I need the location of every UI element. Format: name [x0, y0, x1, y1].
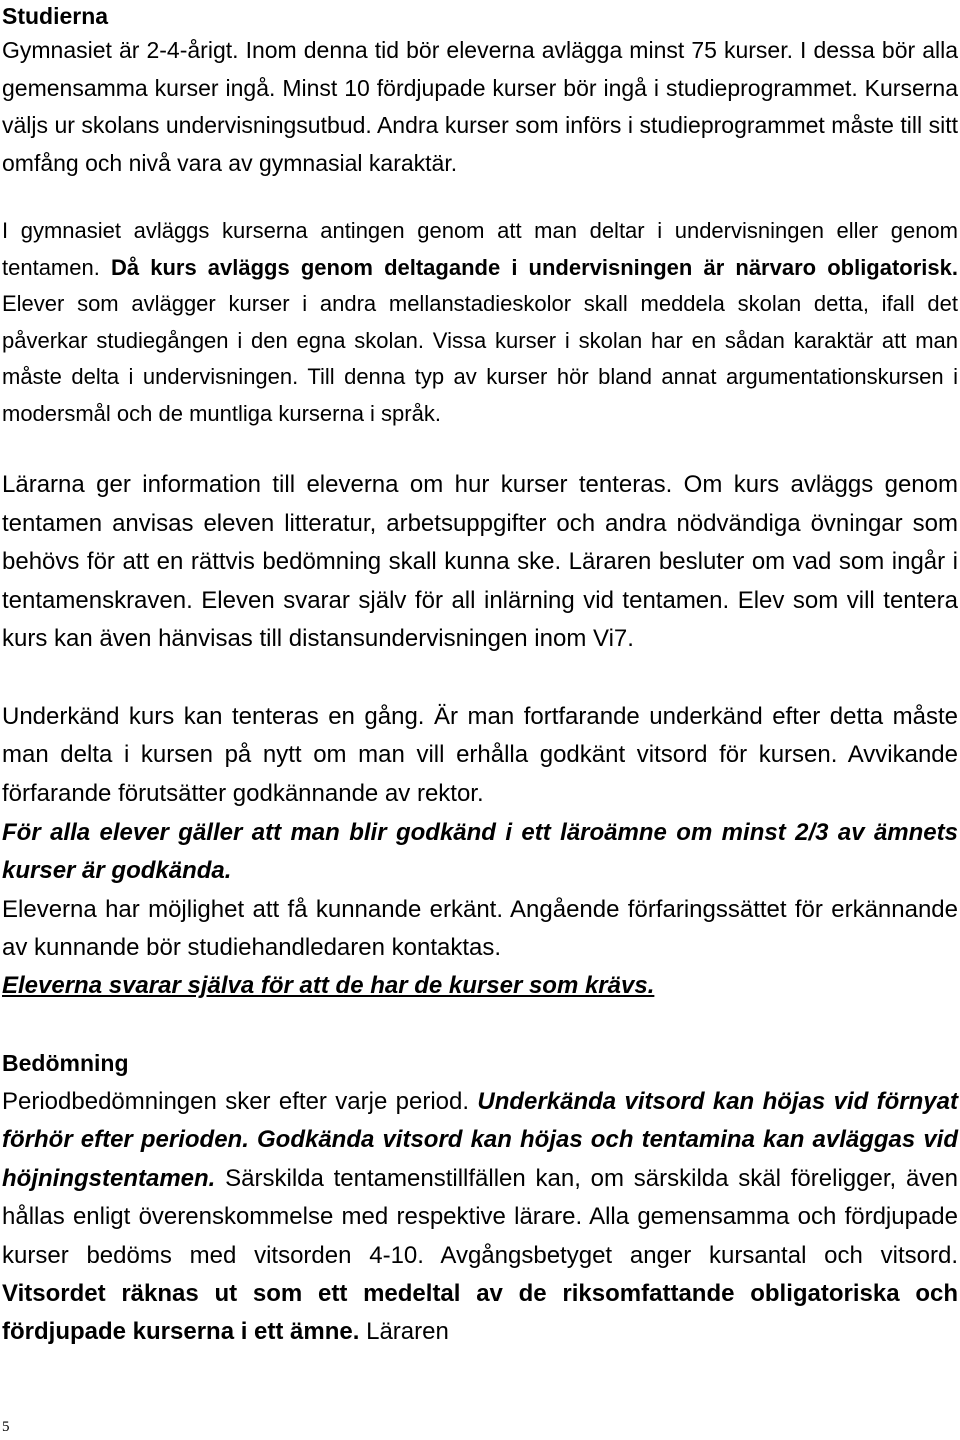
section-heading-studierna: Studierna: [2, 3, 109, 29]
paragraph-text: Periodbedömningen sker efter varje period.: [2, 1088, 478, 1115]
paragraph-text: Särskilda tentamenstillfällen kan, om särskilda skäl föreligger, även hållas enligt överenskommelse med respektive lärare. Alla gemensamma och fördjupade kurser bedöms med vitsorden 4-10. Avgångsbetyget anger kursantal och vitsord.: [2, 1164, 958, 1269]
attendance-rule: Då kurs avläggs genom deltagande i undervisningen är närvaro obligatorisk.: [110, 254, 959, 280]
paragraph-text: Elever som avlägger kurser i andra mellanstadieskolor skall meddela skolan detta, ifall det påverkar studiegången i den egna skolan. Vissa kurser i skolan har en sådan karaktär att man måste delta i undervisningen. Till denna typ av kurser hör bland annat argumentationskursen i modersmål och de muntliga kurserna i språk.: [2, 291, 958, 426]
paragraph-text: Läraren: [359, 1318, 449, 1346]
grade-average-rule: Vitsordet räknas ut som ett medeltal av de riksomfattande obligatoriska och fördjupade kurserna i ett ämne.: [2, 1280, 958, 1346]
paragraph-assessment: [2, 1083, 958, 1352]
paragraph-attendance: [2, 213, 958, 433]
paragraph-exams: Lärarna ger information till eleverna om hur kurser tenteras. Om kurs avläggs genom tentamen anvisas eleven litteratur, arbetsuppgifter och andra nödvändiga övningar som behövs för att en rättvis bedömning skall kunna ske. Läraren besluter om vad som ingår i tentamenskraven. Eleven svarar själv för all inlärning vid tentamen. Elev som vill tentera kurs kan även hänvisas till distansundervisningen inom Vi7.: [2, 471, 958, 652]
paragraph-pass-rule: För alla elever gäller att man blir godkänd i ett läroämne om minst 2/3 av ämnets kurser är godkända.: [2, 819, 958, 885]
page-number: 5: [2, 1419, 10, 1435]
paragraph-courses: Gymnasiet är 2-4-årigt. Inom denna tid bör eleverna avlägga minst 75 kurser. I dessa bör alla gemensamma kurser ingå. Minst 10 fördjupade kurser bör ingå i studieprogrammet. Kurserna väljs ur skolans undervisningsutbud. Andra kurser som införs i studieprogrammet måste till sitt omfång och nivå vara av gymnasial karaktär.: [2, 37, 958, 176]
section-heading-bedomning: Bedömning: [2, 1050, 129, 1076]
paragraph-text: I gymnasiet avläggs kurserna antingen genom att man deltar i undervisningen eller genom tentamen.: [2, 218, 958, 280]
paragraph-responsibility: Eleverna svarar själva för att de har de kurser som krävs.: [2, 972, 655, 999]
paragraph-recognition: Eleverna har möjlighet att få kunnande erkänt. Angående förfaringssättet för erkännande av kunnande bör studiehandledaren kontaktas.: [2, 896, 958, 962]
paragraph-failed-course: Underkänd kurs kan tenteras en gång. Är man fortfarande underkänd efter detta måste man delta i kursen på nytt om man vill erhålla godkänt vitsord för kursen. Avvikande förfarande förutsätter godkännande av rektor.: [2, 703, 958, 807]
grade-raise-rule: Underkända vitsord kan höjas vid förnyat förhör efter perioden. Godkända vitsord kan höjas och tentamina kan avläggas vid höjningstentamen.: [2, 1088, 958, 1192]
